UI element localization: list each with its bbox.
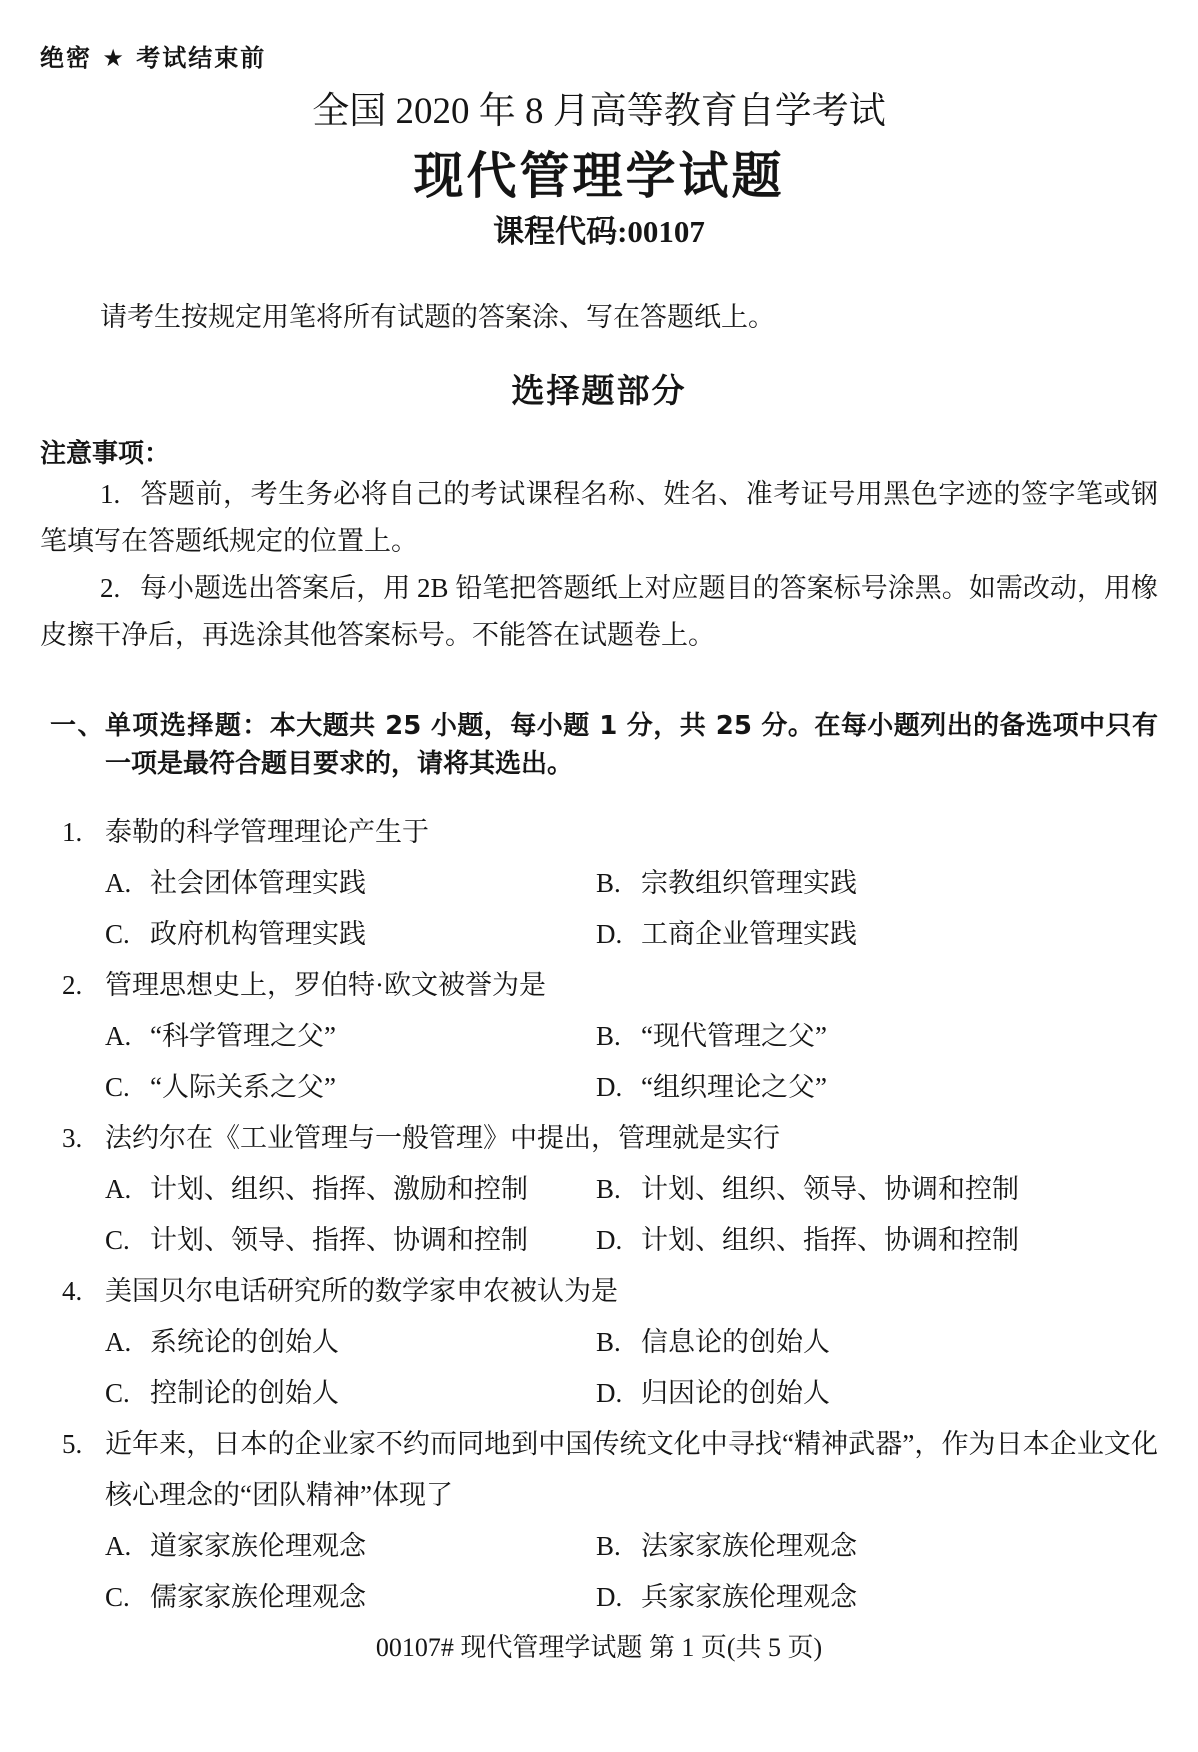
option-text: 政府机构管理实践 [150,919,366,949]
note-item-1 [40,471,1158,565]
option-d [596,1215,1158,1266]
question-stem [62,1266,1158,1317]
note-text: 答题前，考生务必将自己的考试课程名称、姓名、准考证号用黑色字迹的签字笔或钢笔填写在答题纸规定的位置上。 [40,479,1158,556]
option-b [596,1521,1158,1572]
option-a [105,1521,596,1572]
option-text: “人际关系之父” [150,1072,336,1102]
option-text: “科学管理之父” [150,1021,336,1051]
option-text: 计划、组织、领导、协调和控制 [641,1174,1019,1204]
option-b [596,1164,1158,1215]
page-footer: 00107# 现代管理学试题 第 1 页(共 5 页) [375,1633,823,1662]
note-item-2 [40,565,1158,659]
option-label: C. [105,1378,130,1408]
note-text: 每小题选出答案后，用 2B 铅笔把答题纸上对应题目的答案标号涂黑。如需改动，用橡皮擦干净后，再选涂其他答案标号。不能答在试题卷上。 [40,573,1158,650]
option-label: A. [105,1531,132,1561]
question-stem [62,1419,1158,1521]
question-text: 美国贝尔电话研究所的数学家申农被认为是 [105,1276,618,1306]
option-d [596,909,1158,960]
option-label: C. [105,1225,130,1255]
option-a [105,1317,596,1368]
question-text: 近年来，日本的企业家不约而同地到中国传统文化中寻找“精神武器”，作为日本企业文化核心理念的“团队精神”体现了 [105,1429,1158,1510]
option-c [105,1062,596,1113]
note-number: 1. [100,479,121,509]
question-list [40,807,1158,1623]
option-b [596,1317,1158,1368]
option-text: 道家家族伦理观念 [150,1531,366,1561]
course-code: 课程代码:00107 [493,214,705,249]
option-text: 计划、领导、指挥、协调和控制 [150,1225,528,1255]
option-a [105,1011,596,1062]
option-d [596,1368,1158,1419]
option-label: A. [105,1174,132,1204]
option-label: A. [105,1021,132,1051]
option-text: 法家家族伦理观念 [641,1531,857,1561]
question-stem [62,1113,1158,1164]
option-text: 计划、组织、指挥、激励和控制 [150,1174,528,1204]
option-label: B. [596,1327,621,1357]
option-label: B. [596,1531,621,1561]
option-text: 社会团体管理实践 [150,868,366,898]
option-c [105,909,596,960]
option-a [105,1164,596,1215]
option-b [596,1011,1158,1062]
option-text: 儒家家族伦理观念 [150,1582,366,1612]
question-number: 4. [62,1276,83,1306]
option-label: C. [105,1582,130,1612]
option-label: D. [596,1072,623,1102]
option-label: D. [596,1582,623,1612]
option-text: 归因论的创始人 [641,1378,830,1408]
question-4 [62,1266,1158,1419]
question-number: 1. [62,817,83,847]
option-text: 兵家家族伦理观念 [641,1582,857,1612]
question-1 [62,807,1158,960]
option-text: 工商企业管理实践 [641,919,857,949]
question-text: 管理思想史上，罗伯特·欧文被誉为是 [105,970,546,1000]
options-grid [105,1317,1158,1419]
option-label: A. [105,1327,132,1357]
note-number: 2. [100,573,121,603]
subject-title: 现代管理学试题 [413,147,785,205]
part-one-heading [50,707,1158,783]
question-number: 5. [62,1429,83,1459]
option-text: 计划、组织、指挥、协调和控制 [641,1225,1019,1255]
question-text: 法约尔在《工业管理与一般管理》中提出，管理就是实行 [105,1123,780,1153]
answer-instruction: 请考生按规定用笔将所有试题的答案涂、写在答题纸上。 [100,302,775,332]
option-text: 宗教组织管理实践 [641,868,857,898]
options-grid [105,858,1158,960]
question-5 [62,1419,1158,1623]
option-b [596,858,1158,909]
option-label: B. [596,1174,621,1204]
option-label: D. [596,1225,623,1255]
option-d [596,1062,1158,1113]
question-3 [62,1113,1158,1266]
question-stem [62,807,1158,858]
options-grid [105,1164,1158,1266]
option-c [105,1215,596,1266]
notes-title: 注意事项： [40,439,171,469]
option-c [105,1572,596,1623]
classification-banner: 绝密 ★ 考试结束前 [40,44,267,72]
question-number: 3. [62,1123,83,1153]
option-text: “现代管理之父” [641,1021,827,1051]
exam-session-title: 全国 2020 年 8 月高等教育自学考试 [312,91,886,132]
section-heading: 选择题部分 [511,371,687,410]
question-number: 2. [62,970,83,1000]
option-c [105,1368,596,1419]
option-text: 系统论的创始人 [150,1327,339,1357]
option-text: 信息论的创始人 [641,1327,830,1357]
option-label: D. [596,919,623,949]
part-one-label: 一、单项选择题： [50,711,270,741]
option-d [596,1572,1158,1623]
options-grid [105,1521,1158,1623]
option-label: C. [105,1072,130,1102]
option-a [105,858,596,909]
options-grid [105,1011,1158,1113]
option-label: B. [596,868,621,898]
question-2 [62,960,1158,1113]
part-one-description: 本大题共 25 小题，每小题 1 分，共 25 分。在每小题列出的备选项中只有一项是最符合题目要求的，请将其选出。 [105,711,1158,779]
option-label: A. [105,868,132,898]
option-text: “组织理论之父” [641,1072,827,1102]
question-text: 泰勒的科学管理理论产生于 [105,817,429,847]
question-stem [62,960,1158,1011]
option-label: C. [105,919,130,949]
option-label: D. [596,1378,623,1408]
option-text: 控制论的创始人 [150,1378,339,1408]
option-label: B. [596,1021,621,1051]
